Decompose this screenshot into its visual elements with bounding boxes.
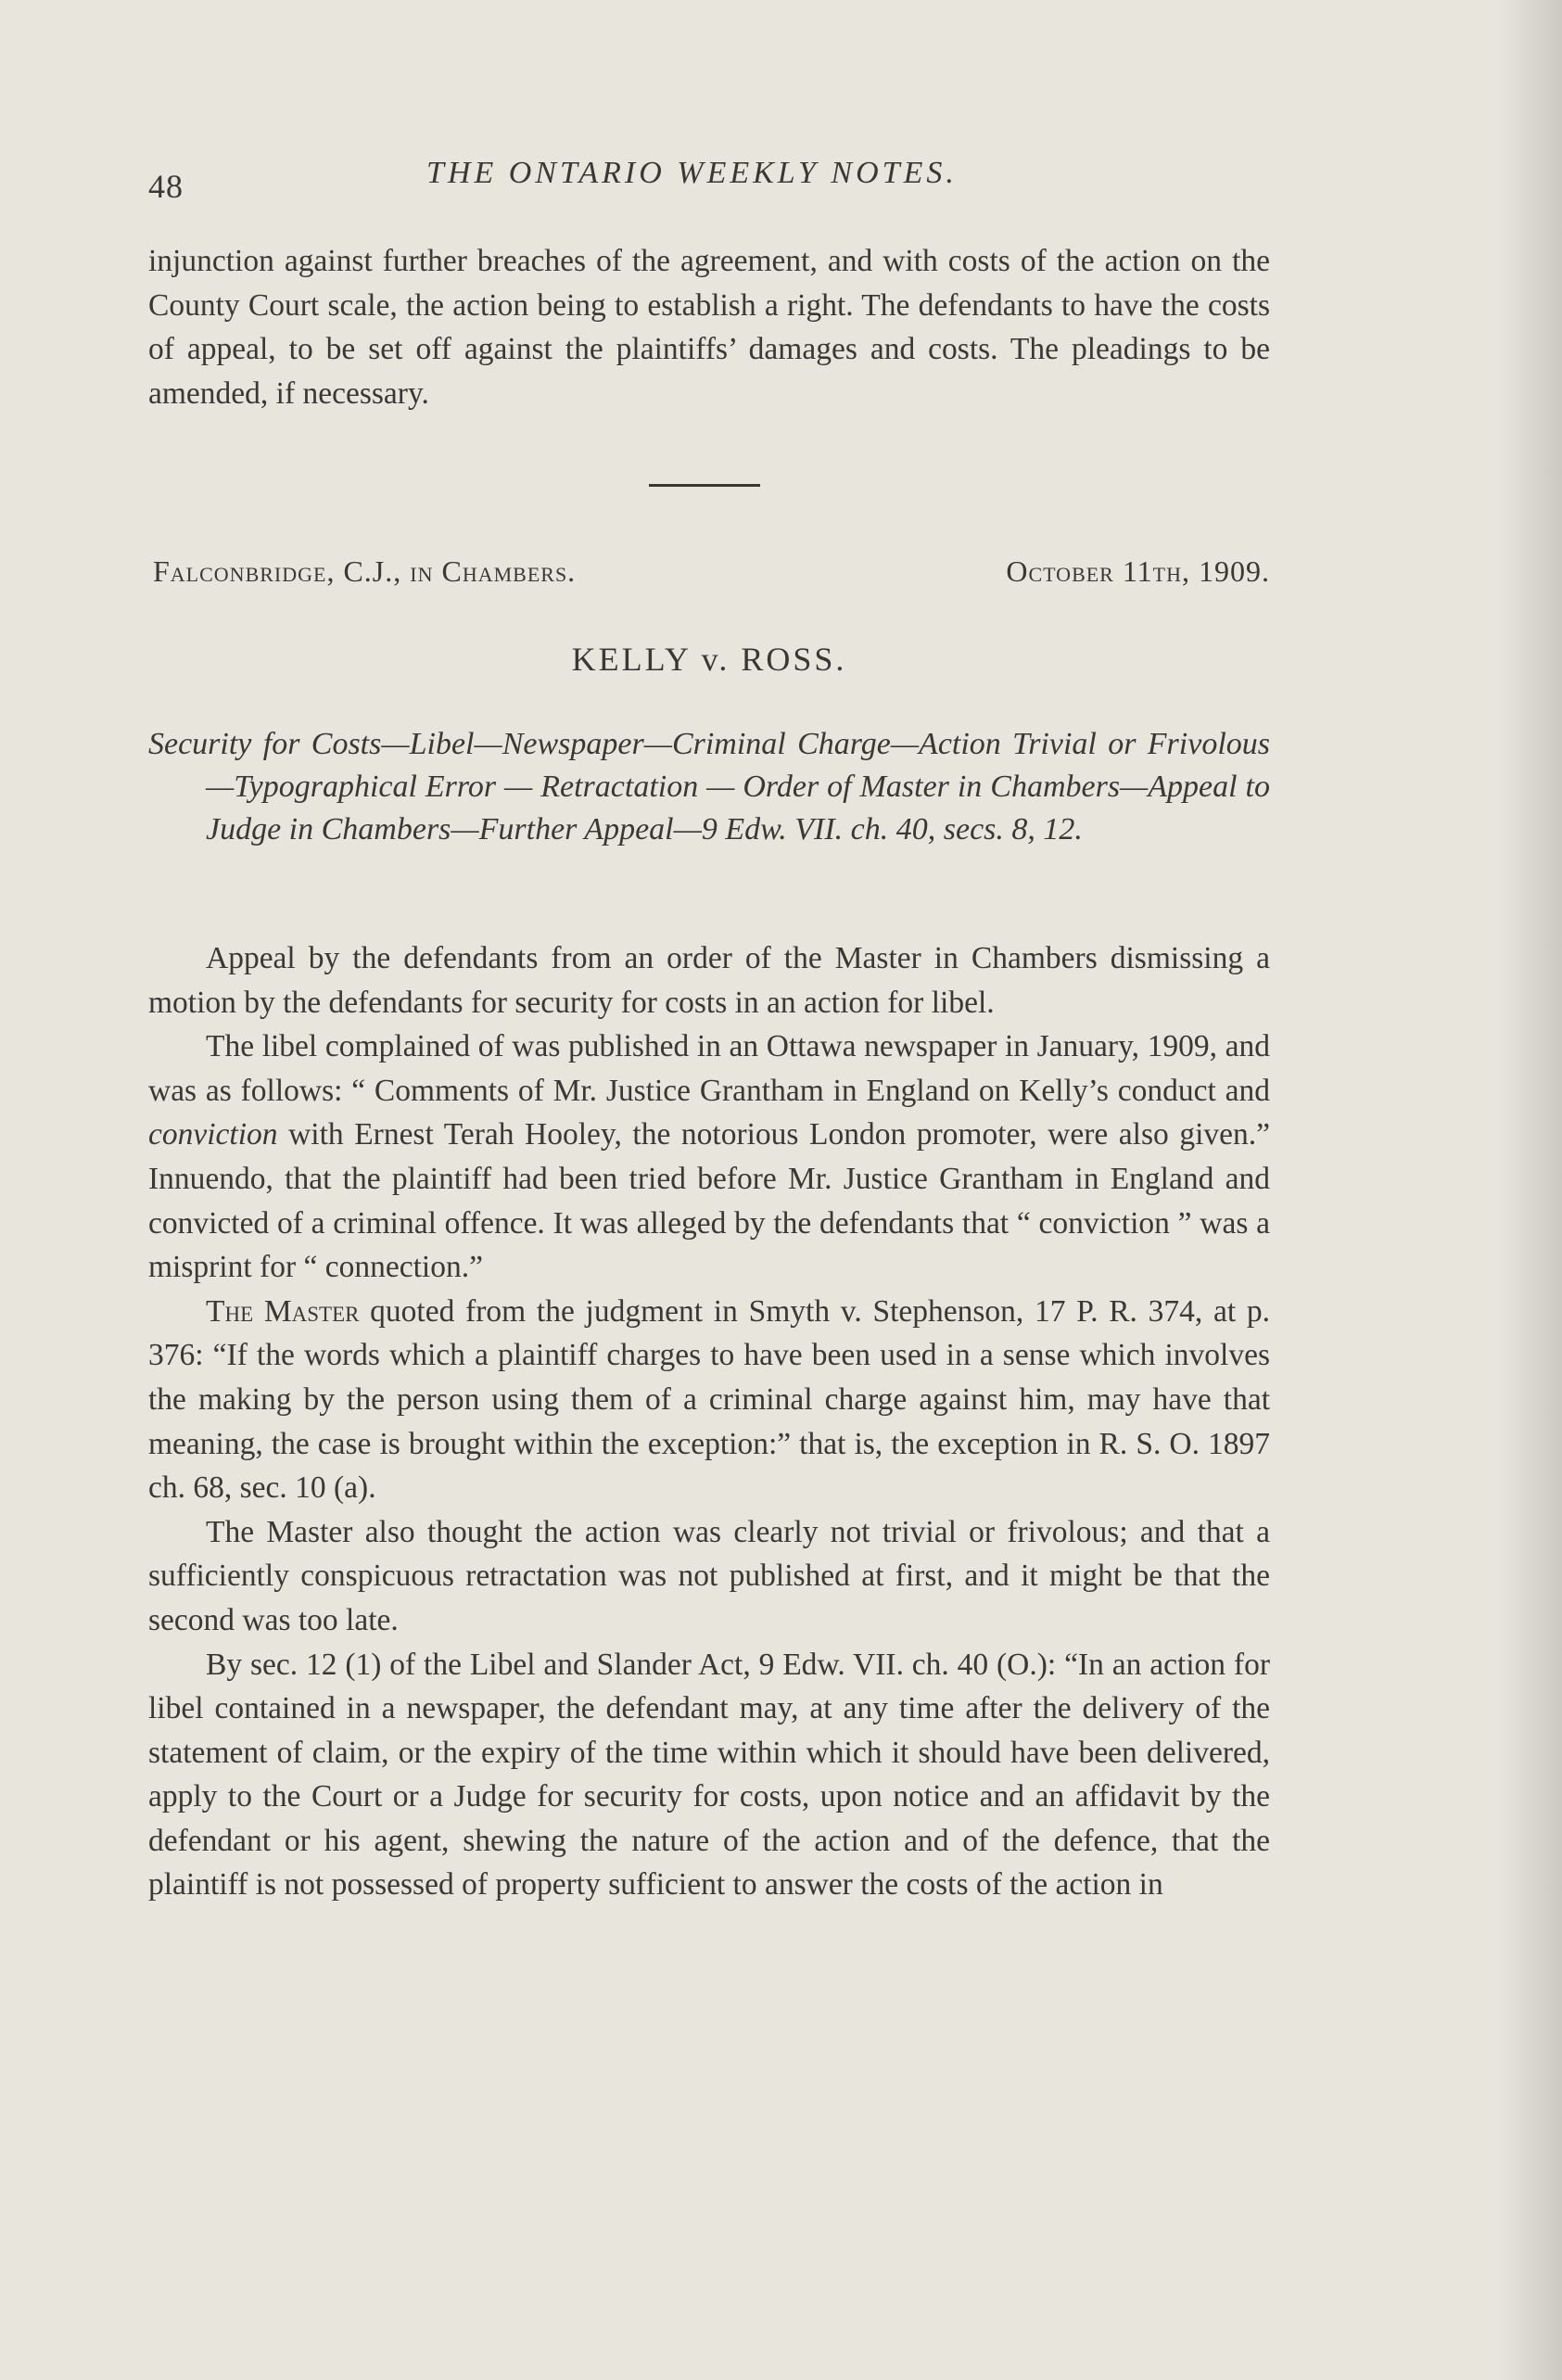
decision-date: October 11th, 1909.: [1006, 554, 1270, 588]
section-divider: [649, 484, 760, 487]
headnote: [148, 723, 1270, 851]
judgment-body: [148, 936, 1270, 1907]
judge-line: Falconbridge, C.J., in Chambers.: [153, 554, 577, 588]
running-title: THE ONTARIO WEEKLY NOTES.: [426, 156, 958, 190]
paragraph-libel-b: with Ernest Terah Hooley, the notorious London promoter, were also given.” Innuendo, that the plaintiff had been tried before Mr. Justice Grantham in England and convicted of a criminal offence. It was alleged by the defendants that “ conviction ” was a misprint for “ connection.”: [148, 1117, 1270, 1285]
paragraph-statute: By sec. 12 (1) of the Libel and Slander Act, 9 Edw. VII. ch. 40 (O.): “In an action for libel contained in a newspaper, the defendant may, at any time after the delivery of the statement of claim, or the expiry of the time within which it should have been delivered, apply to the Court or a Judge for security for costs, upon notice and an affidavit by the defendant or his agent, shewing the nature of the action and of the defence, that the plaintiff is not possessed of property sufficient to answer the costs of the action in: [148, 1647, 1270, 1903]
italic-conviction: conviction: [148, 1117, 278, 1152]
master-smallcaps: The Master: [206, 1293, 360, 1329]
court-line: [153, 554, 1270, 601]
headnote-text: Security for Costs—Libel—Newspaper—Criminal Charge—Action Trivial or Frivolous—Typographical Error — Retractation — Order of Master in Chambers—Appeal to Judge in Chambers—Further Appeal—9 Edw. VII. ch. 40, secs. 8, 12.: [148, 727, 1270, 846]
paragraph-libel: [148, 1025, 1270, 1290]
top-paragraph: injunction against further breaches of the agreement, and with costs of the action on the County Court scale, the action being to establish a right. The defendants to have the costs of appeal, to be set off against the plaintiffs’ damages and costs. The pleadings to be amended, if necessary.: [148, 244, 1270, 411]
paragraph-master-rest: quoted from the judgment in Smyth v. Stephenson, 17 P. R. 374, at p. 376: “If the words which a plaintiff charges to have been used in a sense which involves the making by the person using them of a criminal charge against him, may have that meaning, the case is brought within the exception:” that is, the exception in R. S. O. 1897 ch. 68, sec. 10 (a).: [148, 1293, 1271, 1506]
continued-paragraph: [148, 239, 1270, 415]
paragraph-master: [148, 1290, 1270, 1510]
paragraph-libel-a: The libel complained of was published in an Ottawa newspaper in January, 1909, and was as follows: “ Comments of Mr. Justice Grantham in England on Kelly’s conduct and: [148, 1029, 1270, 1108]
page-edge-shadow: [1497, 0, 1562, 2380]
case-title: KELLY v. ROSS.: [571, 641, 847, 678]
page-header: [148, 156, 1270, 211]
paragraph-trivial: The Master also thought the action was clearly not trivial or frivolous; and that a sufficiently conspicuous retractation was not published at first, and it might be that the second was too late.: [148, 1514, 1270, 1637]
page-number: 48: [148, 168, 184, 205]
paragraph-appeal: Appeal by the defendants from an order of the Master in Chambers dismissing a motion by the defendants for security for costs in an action for libel.: [148, 941, 1270, 1020]
